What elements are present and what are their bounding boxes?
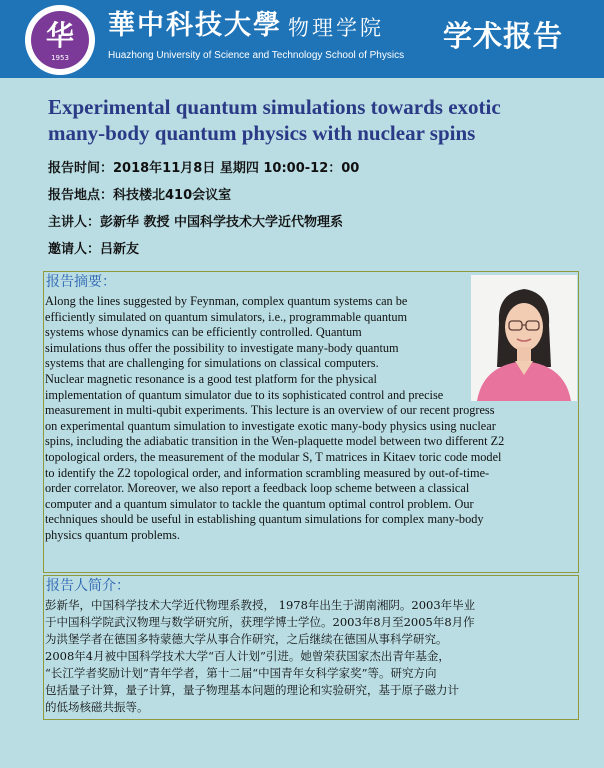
talk-inviter: 邀请人：吕新友 bbox=[48, 242, 140, 257]
university-name-en: Huazhong University of Science and Technology School of Physics bbox=[108, 50, 405, 61]
abstract-line: Along the lines suggested by Feynman, complex quantum systems can be bbox=[45, 294, 408, 308]
abstract-line: order correlator. Moreover, we also report a feedback loop scheme between a classical bbox=[45, 481, 470, 496]
abstract-line: systems whose dynamics can be efficiently controlled. Quantum bbox=[45, 325, 362, 340]
bio-box bbox=[43, 575, 579, 720]
bio-line: 的低场核磁共振等。 bbox=[45, 700, 149, 714]
bio-line: 彭新华，中国科学技术大学近代物理系教授， 1978年出生于湖南湘阴。2003年毕业 bbox=[45, 598, 476, 612]
talk-title-line: Experimental quantum simulations towards exotic bbox=[48, 95, 501, 119]
talk-location: 报告地点：科技楼北410会议室 bbox=[48, 188, 232, 203]
abstract-line: implementation of quantum simulator due to its sophisticated control and precise bbox=[45, 387, 444, 402]
abstract-line: to identify the Z2 topological order, and information scrambling measured by out-of-time- bbox=[45, 465, 490, 480]
bio-text bbox=[45, 597, 577, 716]
abstract-line: efficiently simulated on quantum simulators, i.e., programmable quantum bbox=[45, 309, 408, 324]
report-type-label: 学术报告 bbox=[443, 19, 564, 53]
abstract-line: Nuclear magnetic resonance is a good test platform for the physical bbox=[45, 371, 377, 386]
abstract-line: topological orders, the measurement of the modular S, T matrices in Kitaev toric code model bbox=[45, 449, 502, 464]
talk-title bbox=[48, 94, 568, 146]
abstract-line: measurement in multi-qubit experiments. This lecture is an overview of our recent progress bbox=[45, 403, 495, 418]
page-header bbox=[0, 0, 604, 78]
abstract-line: on experimental quantum simulation to investigate exotic many-body physics using nuclear bbox=[45, 418, 496, 433]
abstract-box bbox=[43, 271, 579, 573]
abstract-line: computer and a quantum simulator to tackle the quantum optimal control problem. Our bbox=[45, 496, 474, 511]
abstract-line: physics quantum problems. bbox=[45, 527, 180, 542]
university-seal-icon bbox=[25, 5, 95, 75]
abstract-line: simulations thus offer the possibility to investigate many-body quantum bbox=[45, 340, 399, 355]
talk-time: 报告时间：2018年11月8日 星期四 10:00-12：00 bbox=[48, 161, 360, 176]
bio-line: 为洪堡学者在德国多特蒙德大学从事合作研究，之后继续在德国从事科学研究。 bbox=[45, 632, 448, 646]
university-seal-inner bbox=[31, 11, 89, 69]
bio-line: 于中国科学院武汉物理与数学研究所，获理学博士学位。2003年8月至2005年8月作 bbox=[45, 615, 475, 629]
bio-line: 2008年4月被中国科学技术大学“百人计划”引进。她曾荣获国家杰出青年基金， bbox=[45, 649, 450, 663]
school-name-cn: 物理学院 bbox=[288, 16, 384, 40]
abstract-line: systems that are challenging for simulations on classical computers. bbox=[45, 356, 379, 371]
abstract-line: techniques should be useful in establishing quantum simulations for complex many-body bbox=[45, 512, 484, 527]
bio-line: “长江学者奖励计划”青年学者，第十二届“中国青年女科学家奖”等。研究方向 bbox=[45, 666, 437, 680]
bio-line: 包括量子计算，量子计算，量子物理基本问题的理论和实验研究，基于原子磁力计 bbox=[45, 683, 459, 697]
logo-year: 1953 bbox=[51, 54, 69, 62]
talk-speaker: 主讲人：彭新华 教授 中国科学技术大学近代物理系 bbox=[48, 215, 344, 230]
logo-glyph: 华 bbox=[45, 19, 74, 52]
talk-title-line: many-body quantum physics with nuclear spins bbox=[48, 121, 476, 145]
abstract-text bbox=[45, 294, 578, 544]
university-name-cn: 華中科技大學 bbox=[108, 10, 282, 41]
abstract-heading: 报告摘要： bbox=[46, 274, 116, 290]
abstract-line: spins, including the adiabatic transition in the Wen-plaquette model between two different Z2 bbox=[45, 434, 505, 449]
bio-heading: 报告人简介： bbox=[46, 578, 130, 594]
